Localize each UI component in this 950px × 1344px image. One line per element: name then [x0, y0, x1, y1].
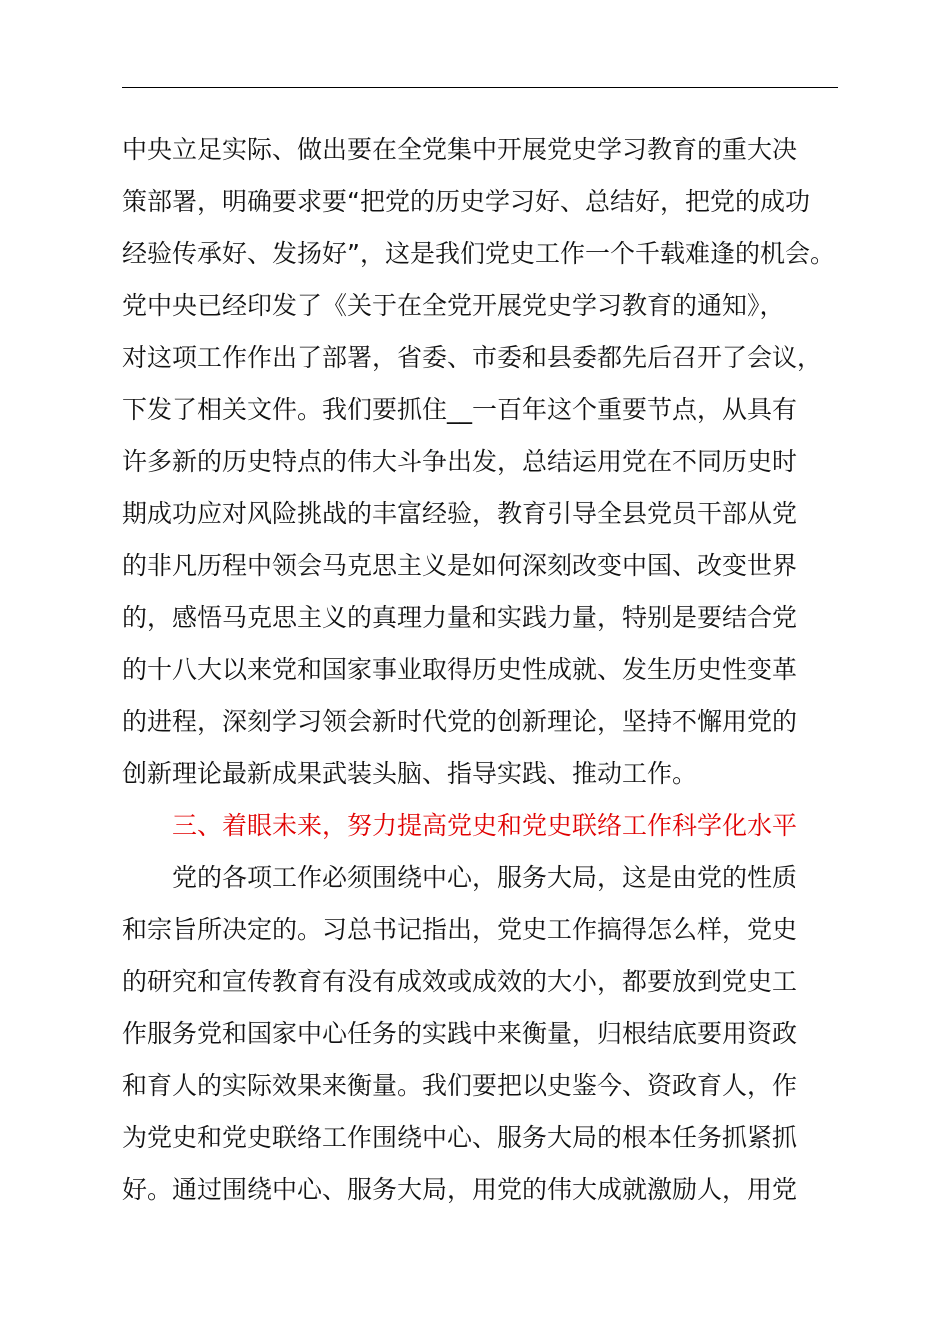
text-line: 对这项工作作出了部署，省委、市委和县委都先后召开了会议，	[122, 343, 823, 372]
text-line: 党的各项工作必须围绕中心，服务大局，这是由党的性质	[172, 863, 798, 892]
text-line: 的十八大以来党和国家事业取得历史性成就、发生历史性变革	[122, 655, 798, 684]
text-line: 的非凡历程中领会马克思主义是如何深刻改变中国、改变世界	[122, 551, 798, 580]
text-line: 创新理论最新成果武装头脑、指导实践、推动工作。	[122, 759, 698, 788]
text-line: 下发了相关文件。我们要抓住__一百年这个重要节点，从具有	[122, 395, 798, 424]
text-line: 党中央已经印发了《关于在全党开展党史学习教育的通知》，	[122, 291, 785, 320]
text-line: 期成功应对风险挑战的丰富经验，教育引导全县党员干部从党	[122, 499, 798, 528]
text-line: 和育人的实际效果来衡量。我们要把以史鉴今、资政育人，作	[122, 1071, 798, 1100]
text-line: 的研究和宣传教育有没有成效或成效的大小，都要放到党史工	[122, 967, 798, 996]
text-line: 中央立足实际、做出要在全党集中开展党史学习教育的重大决	[122, 135, 798, 164]
section-heading: 三、着眼未来，努力提高党史和党史联络工作科学化水平	[172, 811, 798, 840]
text-line: 的进程，深刻学习领会新时代党的创新理论，坚持不懈用党的	[122, 707, 798, 736]
text-line: 许多新的历史特点的伟大斗争出发，总结运用党在不同历史时	[122, 447, 798, 476]
text-line: 和宗旨所决定的。习总书记指出，党史工作搞得怎么样，党史	[122, 915, 798, 944]
header-rule	[122, 87, 838, 88]
text-line: 作服务党和国家中心任务的实践中来衡量，归根结底要用资政	[122, 1019, 798, 1048]
text-line: 的，感悟马克思主义的真理力量和实践力量，特别是要结合党	[122, 603, 798, 632]
text-line: 好。通过围绕中心、服务大局，用党的伟大成就激励人，用党	[122, 1175, 798, 1204]
text-line: 为党史和党史联络工作围绕中心、服务大局的根本任务抓紧抓	[122, 1123, 798, 1152]
text-line: 策部署，明确要求要“把党的历史学习好、总结好，把党的成功	[122, 187, 810, 216]
text-line: 经验传承好、发扬好”，这是我们党史工作一个千载难逢的机会。	[122, 239, 835, 268]
